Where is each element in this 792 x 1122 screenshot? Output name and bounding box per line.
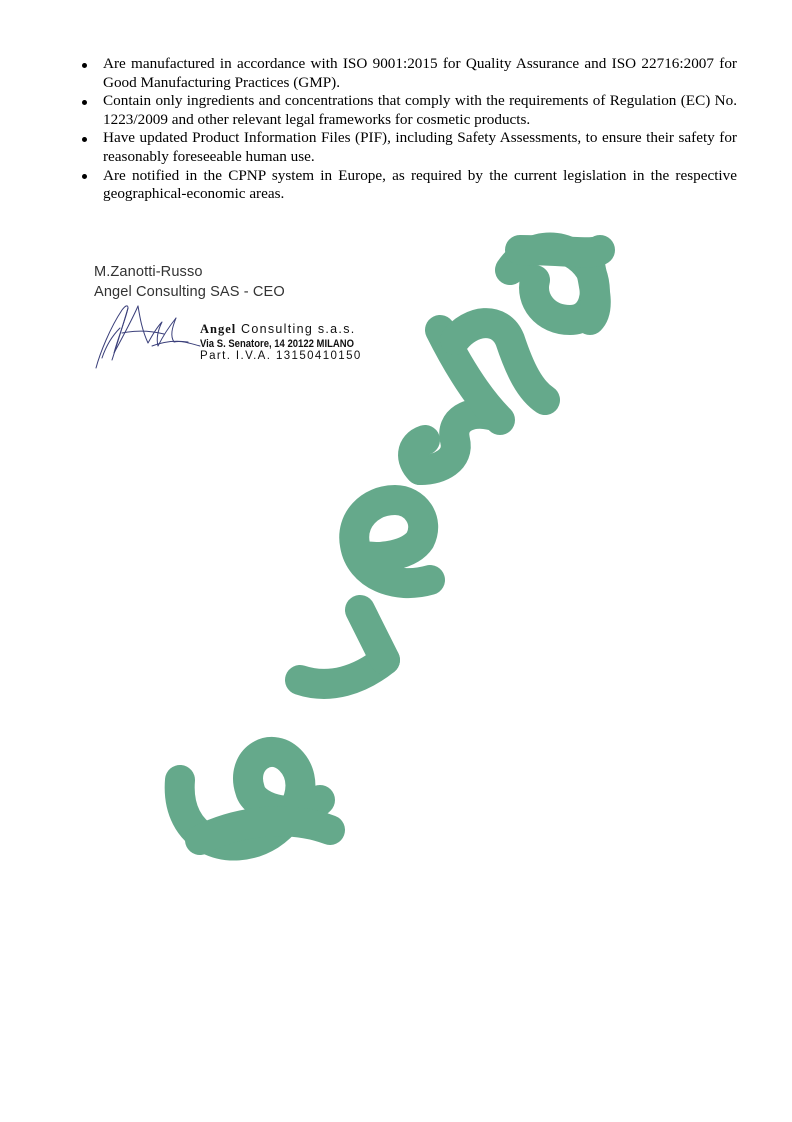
signatory-name: M.Zanotti-Russo bbox=[94, 264, 203, 280]
signatory-role: Angel Consulting SAS - CEO bbox=[94, 284, 285, 300]
company-stamp: Angel Consulting s.a.s. Via S. Senatore, 14 20122 MILANO Part. I.V.A. 13150410150 bbox=[200, 322, 362, 362]
list-item: Are notified in the CPNP system in Europe, as required by the current legislation in the respective geographical-economic areas. bbox=[103, 167, 737, 204]
list-item: Contain only ingredients and concentrations that comply with the requirements of Regulation (EC) No. 1223/2009 and other relevant legal frameworks for cosmetic products. bbox=[103, 92, 737, 129]
list-item: Are manufactured in accordance with ISO 9001:2015 for Quality Assurance and ISO 22716:2007 for Good Manufacturing Practices (GMP). bbox=[103, 55, 737, 92]
list-item: Have updated Product Information Files (PIF), including Safety Assessments, to ensure their safety for reasonably foreseeable human use. bbox=[103, 129, 737, 166]
